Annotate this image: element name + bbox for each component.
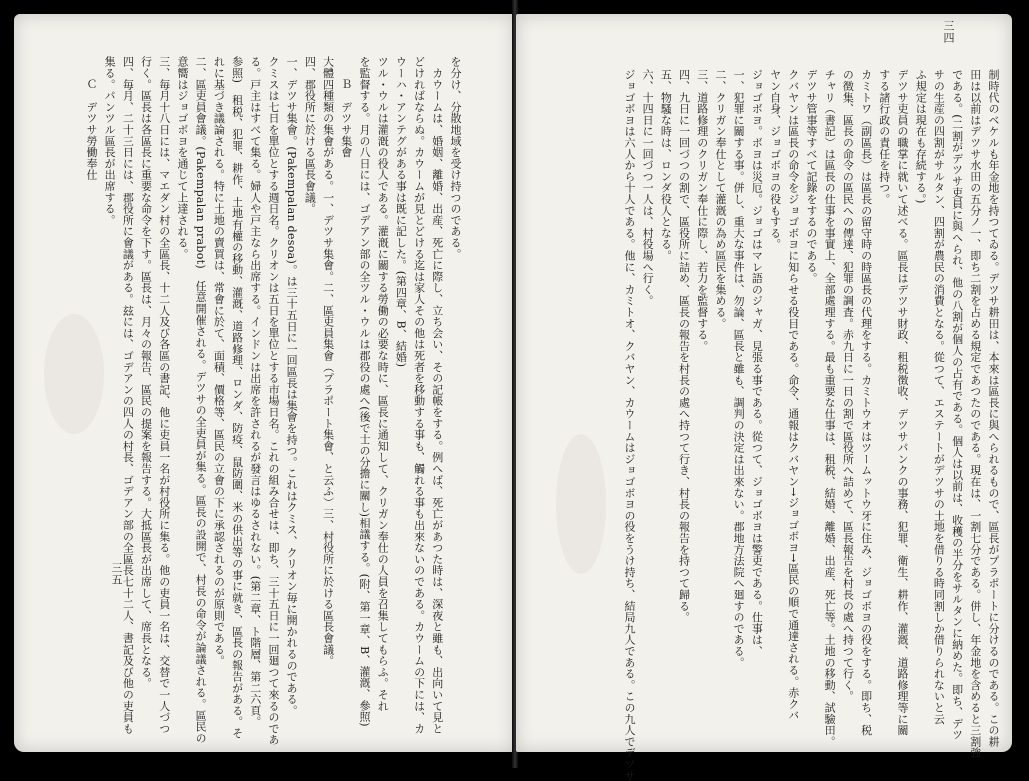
text-line: る。戸主はすべて集る。婦人や戸主なら出席する。インドンは出席を許されるが發言はゆるされない。(第二章、ト階層、第二六頁。 xyxy=(248,56,262,728)
text-line: ジョゴボヨ。ボヨは災厄。ジョゴはマレ語のジャガ、見張る事である。從つて、ジョゴボヨは警吏である。仕事は、 xyxy=(750,69,764,657)
text-line: 集る。パンツル區長が出席する。 xyxy=(103,56,117,226)
text-line: 一、デツサ集會。(Pakempalan desoa)。は三十五日に一回區長は集會を持つ。これはクミス、クリオン毎に開かれるのである。 xyxy=(285,56,299,717)
text-line: を監督する。月の八日には、ゴデアン部の全ツル・ウルは郡役の處へ(後で士の分擔に關し)相議する。(附、第一章、B、灌漑、參照) xyxy=(357,56,371,727)
text-line: サの生産の四割がサルタン、四割が農民の消費となる。從つて、エステートがデツサの土地を借りる時同割しか借りられないと云 xyxy=(932,69,946,725)
text-line: ジョゴボヨは六人から十人である。他に、カミトオ、クバヤン、カウームはジョゴボヨの役をうけ持ち、結局九人である。この九人でデツサ xyxy=(622,69,636,781)
text-line: する諸行政の責任を持つ。 xyxy=(877,69,891,205)
text-line: 四、九日に一回づつの割で、區役所に詰め、區長の報告を村長の處へ持つて行き、村長の報告を持つて歸る。 xyxy=(677,69,691,623)
text-line: 参照) 租税、犯罪、耕作、土地有權の移動、灌漑、道路修理、ロンダ、防疫、鼠防圍、米の供出等の事に就き、區長の報告がある。そ xyxy=(230,56,244,739)
text-line: カミトワ（副區長）は區長の留守時の時區長の代理をする。カミトウオはツームットウ牙に住み、ジョゴボヨの役をする。即ち、税 xyxy=(859,69,873,736)
text-line: デツサ管事等すべて記錄をするのである。 xyxy=(804,69,818,284)
text-line: 一、犯罪に關する事。併し、重大な事件は、勿論、區長と雖も、調判の決定は出來ない。郡地方法院へ廻すのである。 xyxy=(732,69,746,668)
text-line: 制時代のベケルも年金地を持つてゐる。デツサ耕田は、本來は區長に與へられるもので、區長がプラポートに分けるのである。この耕 xyxy=(987,69,1000,747)
text-line: の徴集、區長の命令の區民への傳達、犯罪の調査。赤九日に一日の割で區役所へ詰めて、區長報告を村長の處へ持つて行く。 xyxy=(841,69,855,702)
text-line: Ｂ デツサ集會 xyxy=(339,56,353,158)
text-line: 二、區吏員會議。(Pakempalan prabot) 任意開催される。デツサの全吏員が集る。區長の設開で、村長の命令が論議される。區民の xyxy=(194,56,208,744)
text-line: 三、毎月十八日には、マエダン村の全區長、十二人及び各區の書記、他に吏員一名が村役所に集る。他の吏員一名は、交替で一人づつ xyxy=(157,56,171,734)
text-line: ツル・ウルは灌漑の役人である。灌漑に關する勞働の必要な時に、區長に通知して、クリガン奉仕の人員を召集してもらふ。それ xyxy=(376,56,390,712)
right-page-text xyxy=(604,69,1002,781)
text-line: どければならぬ。カウームが見とどける迄は家人その他は死者を移動する事も、觸れる事も出來ないのである。カウームの下には、カ xyxy=(412,56,426,734)
text-line: クミスは七日を單位とする週日名。クリオンは五日を單位とする市場日名。これの組み合せは、即ち、三十五日に一回廻つて來るのであ xyxy=(266,56,280,746)
text-line: デツサ吏員の職掌に就いて述べる。區長はデツサ財政、租税徴收、デツサパンクの事務、犯罪、衛生、耕作、灌漑、道路修理等に關 xyxy=(895,69,909,736)
text-line: ヤン自身、ジョゴボヨの役もする。 xyxy=(768,69,782,250)
text-line: 二、クリガン奉仕として灌漑の為め區民を集める。 xyxy=(713,69,727,329)
text-line: ふ規定は現在も存続する。) xyxy=(914,69,928,204)
text-line: 六、十四日に一回づつ一人は、村役場へ行く。 xyxy=(641,69,655,307)
text-line: カウームは、婚姻、離婚、出産、死亡に際し、立ち会い、その記帳をする。例へば、死亡があつた時は、深夜と雖も、出向いて見と xyxy=(430,56,444,734)
text-line: 四、郡役所に於ける區長會議。 xyxy=(303,56,317,215)
text-line: 田は以前はデツサ水田の五分ノ一、即ち二割を占める規定であつたのである。現在は、一割七分である。併し、年金地を含めると三割強 xyxy=(968,69,982,759)
right-page-number: 三四 xyxy=(942,20,955,44)
text-line: を分け、分散地域を受け持つのである。 xyxy=(449,56,462,260)
text-line: れに基づき議論される。特に土地の賣買は、常會に於て、面積、價格等、區民の立會の下に承認されるのが原則である。 xyxy=(212,56,226,667)
text-line: ウーハ・アンテグがある事は既に記した。(第四章、B、結婚) xyxy=(394,56,408,368)
text-line: である。(二割がデツサ吏員に與へられ、他の八割が個人の占有である。個人は以前は、收穫の半分をサルタンに納めた。即ち、デツ xyxy=(950,69,964,741)
text-line: 五、物騷な時は、ロンダ役人となる。 xyxy=(659,69,673,262)
text-line: チャリ（書記）は區長の仕事を事實上、全部處理する。最も重要な仕事は、租税、結婚、離婚、出産、死亡等。土地の移動、試驗田。 xyxy=(823,69,837,747)
text-line: Ｃ デツサ勞働奉仕 xyxy=(84,56,98,181)
text-line: 三、道路修理のクリガン奉仕に際し、若力を監督する。 xyxy=(695,69,709,352)
left-page-number: 三五 xyxy=(110,562,123,586)
text-line: 意嚮はジョゴボヨを通じて上達される。 xyxy=(175,56,189,260)
left-page xyxy=(14,14,514,752)
text-line: 大體四種類の集會がある。一、デツサ集會。二、區吏員集會（プラポート集會、と云ふ）三、村役所に於ける區長會議。 xyxy=(321,56,335,667)
text-line: 四、毎月、二十三日には、郡役所に會議がある。玆には、ゴデアンの四人の村長、ゴデアン部の全區長七十二人、書記及び他の吏員も xyxy=(121,56,135,734)
text-line: クバヤンは區長の命令をジョゴボヨに知らせる役目である。命令、通報はクバヤン→ジョゴボヨ→區民の順で通達される。赤クバ xyxy=(786,69,800,721)
right-page xyxy=(516,14,1012,781)
text-line: 行く。區長は各區長に重要な命令を下す。區長は、月々の報告、區民の提案を報告する。大抵區長が出席して、席長となる。 xyxy=(139,56,153,689)
